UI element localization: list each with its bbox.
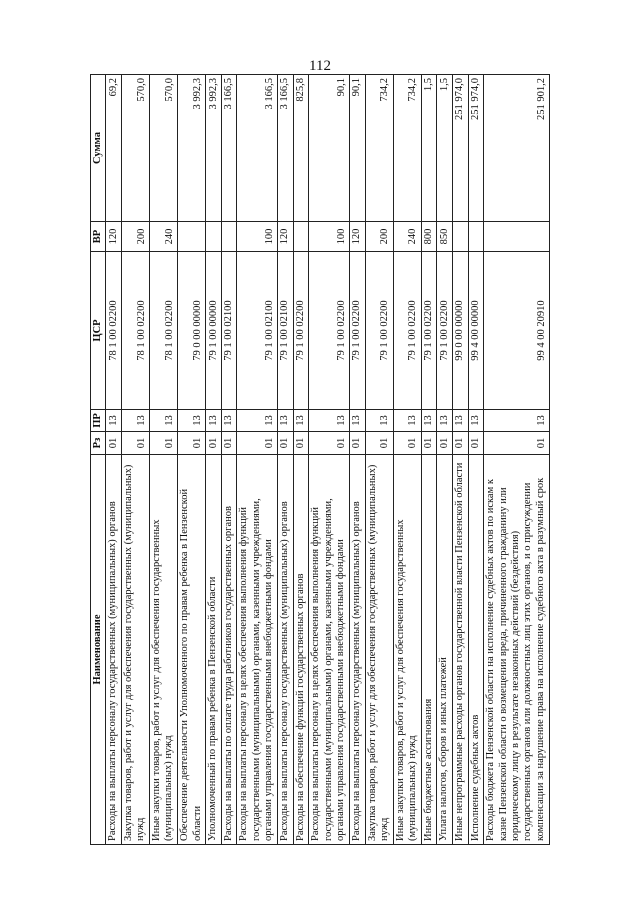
cell-rz: 01 <box>178 432 206 455</box>
table-row <box>206 75 222 845</box>
cell-rz: 01 <box>293 432 309 455</box>
cell-rz: 01 <box>421 432 437 455</box>
cell-pr: 13 <box>121 410 149 432</box>
cell-sum: 570,0 <box>121 75 149 222</box>
cell-sum: 3 166,5 <box>237 75 278 222</box>
cell-sum: 251 974,0 <box>452 75 468 222</box>
header-pr: ПР <box>91 410 106 432</box>
cell-vr: 100 <box>309 222 350 252</box>
cell-name: Расходы на выплаты персоналу государственных (муниципальных) органов <box>106 455 122 845</box>
cell-csr: 79 1 00 02100 <box>221 252 237 410</box>
table-row <box>221 75 237 845</box>
cell-rz: 01 <box>309 432 350 455</box>
cell-name: Расходы на выплаты персоналу в целях обеспечения выполнения функций государственными (муниципальными) органами, казенными учреждениями, органами управления государственными внебюджетными фондами <box>237 455 278 845</box>
cell-pr: 13 <box>468 410 484 432</box>
cell-csr: 79 1 00 02200 <box>293 252 309 410</box>
cell-name: Расходы на выплаты персоналу государственных (муниципальных) органов <box>349 455 365 845</box>
cell-vr: 240 <box>393 222 421 252</box>
cell-sum: 1,5 <box>437 75 453 222</box>
table-row <box>150 75 178 845</box>
cell-vr <box>484 222 550 252</box>
cell-name: Уплата налогов, сборов и иных платежей <box>437 455 453 845</box>
table-row <box>421 75 437 845</box>
cell-pr: 13 <box>206 410 222 432</box>
table-row <box>293 75 309 845</box>
cell-vr: 200 <box>365 222 393 252</box>
cell-vr <box>206 222 222 252</box>
cell-pr: 13 <box>150 410 178 432</box>
table-row <box>484 75 550 845</box>
page-number: 112 <box>309 58 331 74</box>
cell-sum: 825,8 <box>293 75 309 222</box>
cell-pr: 13 <box>484 410 550 432</box>
cell-vr <box>221 222 237 252</box>
cell-name: Расходы на выплаты по оплате труда работников государственных органов <box>221 455 237 845</box>
cell-name: Исполнение судебных актов <box>468 455 484 845</box>
cell-name: Расходы на выплаты персоналу в целях обеспечения выполнения функций государственными (муниципальными) органами, казенными учреждениями, органами управления государственными внебюджетными фондами <box>309 455 350 845</box>
cell-name: Иные закупки товаров, работ и услуг для обеспечения государственных (муниципальных) нужд <box>150 455 178 845</box>
cell-pr: 13 <box>365 410 393 432</box>
cell-csr: 79 1 00 02100 <box>237 252 278 410</box>
cell-pr: 13 <box>221 410 237 432</box>
table-row <box>309 75 350 845</box>
budget-table <box>90 74 550 845</box>
cell-name: Иные непрограммные расходы органов государственной власти Пензенской области <box>452 455 468 845</box>
cell-rz: 01 <box>452 432 468 455</box>
header-csr: ЦСР <box>91 252 106 410</box>
table-row <box>468 75 484 845</box>
cell-rz: 01 <box>206 432 222 455</box>
table-row <box>365 75 393 845</box>
cell-vr <box>468 222 484 252</box>
cell-rz: 01 <box>484 432 550 455</box>
header-sum: Сумма <box>91 75 106 222</box>
cell-vr: 100 <box>237 222 278 252</box>
cell-csr: 79 1 00 02200 <box>309 252 350 410</box>
cell-rz: 01 <box>150 432 178 455</box>
cell-pr: 13 <box>178 410 206 432</box>
cell-vr <box>178 222 206 252</box>
cell-pr: 13 <box>349 410 365 432</box>
cell-pr: 13 <box>237 410 278 432</box>
table-row <box>349 75 365 845</box>
table-header-row <box>91 75 106 845</box>
cell-csr: 99 0 00 00000 <box>452 252 468 410</box>
cell-csr: 79 1 00 02200 <box>365 252 393 410</box>
rotated-table-wrapper <box>90 75 550 845</box>
table-container <box>90 75 550 845</box>
table-row <box>278 75 294 845</box>
cell-rz: 01 <box>278 432 294 455</box>
cell-csr: 79 0 00 00000 <box>178 252 206 410</box>
cell-pr: 13 <box>452 410 468 432</box>
cell-pr: 13 <box>293 410 309 432</box>
table-row <box>452 75 468 845</box>
cell-sum: 69,2 <box>106 75 122 222</box>
header-name: Наименование <box>91 455 106 845</box>
cell-sum: 90,1 <box>349 75 365 222</box>
cell-vr: 200 <box>121 222 149 252</box>
cell-csr: 78 1 00 02200 <box>106 252 122 410</box>
cell-csr: 78 1 00 02200 <box>150 252 178 410</box>
cell-sum: 3 992,3 <box>178 75 206 222</box>
cell-vr: 800 <box>421 222 437 252</box>
cell-csr: 79 1 00 02200 <box>421 252 437 410</box>
cell-rz: 01 <box>237 432 278 455</box>
cell-name: Обеспечение деятельности Уполномоченного по правам ребенка в Пензенской области <box>178 455 206 845</box>
cell-rz: 01 <box>393 432 421 455</box>
cell-rz: 01 <box>468 432 484 455</box>
table-row <box>393 75 421 845</box>
cell-name: Расходы на выплаты персоналу государственных (муниципальных) органов <box>278 455 294 845</box>
cell-sum: 90,1 <box>309 75 350 222</box>
cell-name: Закупка товаров, работ и услуг для обеспечения государственных (муниципальных) нужд <box>121 455 149 845</box>
cell-csr: 78 1 00 02200 <box>121 252 149 410</box>
cell-pr: 13 <box>309 410 350 432</box>
cell-pr: 13 <box>393 410 421 432</box>
cell-name: Закупка товаров, работ и услуг для обеспечения государственных (муниципальных) нужд <box>365 455 393 845</box>
table-row <box>106 75 122 845</box>
table-row <box>237 75 278 845</box>
cell-pr: 13 <box>421 410 437 432</box>
cell-csr: 79 1 00 02100 <box>278 252 294 410</box>
cell-rz: 01 <box>437 432 453 455</box>
cell-name: Расходы бюджета Пензенской области на исполнение судебных актов по искам к казне Пензенской области о возмещении вреда, причиненного гражданину или юридическому лицу в результате незаконных действий (бездействия) государственных органов или должностных лиц этих органов, и о присуждении компенсации за нарушение права на исполнение судебного акта в разумный срок <box>484 455 550 845</box>
cell-pr: 13 <box>278 410 294 432</box>
table-row <box>437 75 453 845</box>
cell-csr: 79 1 00 02200 <box>437 252 453 410</box>
cell-name: Иные закупки товаров, работ и услуг для обеспечения государственных (муниципальных) нужд <box>393 455 421 845</box>
cell-rz: 01 <box>365 432 393 455</box>
cell-sum: 734,2 <box>365 75 393 222</box>
table-body <box>106 75 550 845</box>
cell-pr: 13 <box>437 410 453 432</box>
cell-name: Иные бюджетные ассигнования <box>421 455 437 845</box>
table-row <box>178 75 206 845</box>
cell-csr: 99 4 00 20910 <box>484 252 550 410</box>
cell-vr: 850 <box>437 222 453 252</box>
cell-csr: 99 4 00 00000 <box>468 252 484 410</box>
cell-sum: 570,0 <box>150 75 178 222</box>
header-vr: ВР <box>91 222 106 252</box>
cell-vr <box>452 222 468 252</box>
cell-sum: 251 901,2 <box>484 75 550 222</box>
cell-rz: 01 <box>349 432 365 455</box>
cell-csr: 79 1 00 02200 <box>349 252 365 410</box>
cell-sum: 734,2 <box>393 75 421 222</box>
cell-sum: 3 166,5 <box>278 75 294 222</box>
cell-rz: 01 <box>106 432 122 455</box>
cell-vr <box>293 222 309 252</box>
cell-name: Уполномоченный по правам ребенка в Пензенской области <box>206 455 222 845</box>
cell-csr: 79 1 00 02200 <box>393 252 421 410</box>
table-row <box>121 75 149 845</box>
cell-vr: 120 <box>278 222 294 252</box>
cell-sum: 3 166,5 <box>221 75 237 222</box>
cell-rz: 01 <box>221 432 237 455</box>
cell-rz: 01 <box>121 432 149 455</box>
cell-name: Расходы на обеспечение функций государственных органов <box>293 455 309 845</box>
cell-vr: 120 <box>106 222 122 252</box>
cell-vr: 240 <box>150 222 178 252</box>
cell-sum: 3 992,3 <box>206 75 222 222</box>
cell-csr: 79 1 00 00000 <box>206 252 222 410</box>
cell-vr: 120 <box>349 222 365 252</box>
cell-sum: 1,5 <box>421 75 437 222</box>
cell-pr: 13 <box>106 410 122 432</box>
header-rz: Рз <box>91 432 106 455</box>
cell-sum: 251 974,0 <box>468 75 484 222</box>
